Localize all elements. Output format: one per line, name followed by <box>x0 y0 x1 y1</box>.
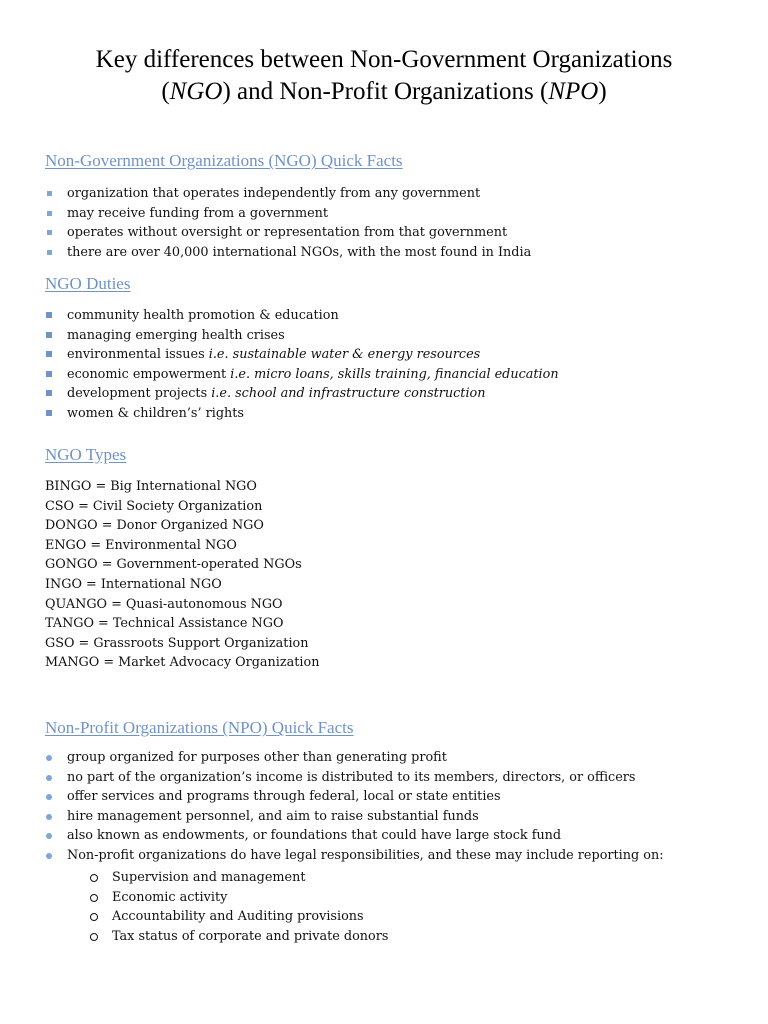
type-item: MANGO = Market Advocacy Organization <box>45 655 320 671</box>
type-item: GSO = Grassroots Support Organization <box>45 635 309 651</box>
npo-facts-list <box>45 748 664 865</box>
type-item: BINGO = Big International NGO <box>45 479 257 494</box>
list-item <box>45 306 559 326</box>
duty-text: community health promotion & education <box>67 308 339 323</box>
list-item <box>45 326 559 346</box>
duty-text: economic empowerment <box>67 366 231 382</box>
title-npo: NPO <box>548 78 599 105</box>
ngo-facts-heading[interactable]: Non-Government Organizations (NGO) Quick Facts <box>45 151 403 170</box>
list-item: there are over 40,000 international NGOs, with the most found in India <box>45 243 531 263</box>
duty-example: i.e. school and infrastructure construction <box>211 386 486 401</box>
duty-text: managing emerging health crises <box>67 327 285 343</box>
title-ngo: NGO <box>169 78 223 105</box>
type-item: CSO = Civil Society Organization <box>45 498 263 514</box>
list-item: also known as endowments, or foundations that could have large stock fund <box>45 826 664 846</box>
sub-list-item: Supervision and management <box>45 868 388 888</box>
ngo-types-list <box>45 477 319 673</box>
title-middle: ) and Non-Profit Organizations ( <box>222 78 549 105</box>
ngo-duties-heading[interactable]: NGO Duties <box>45 274 131 293</box>
title-open-paren: ( <box>161 78 170 105</box>
npo-reporting-sublist <box>45 868 388 946</box>
ngo-types-heading[interactable]: NGO Types <box>45 445 127 464</box>
sub-list-item: Tax status of corporate and private donors <box>45 927 388 947</box>
duty-text: development projects <box>67 386 212 401</box>
list-item: group organized for purposes other than generating profit <box>45 748 664 768</box>
title-close-paren: ) <box>598 78 607 105</box>
list-item: no part of the organization’s income is distributed to its members, directors, or officers <box>45 768 664 788</box>
list-item: organization that operates independently from any government <box>45 184 531 204</box>
list-item <box>45 384 559 404</box>
duty-example: i.e. sustainable water & energy resources <box>208 347 481 362</box>
page-title <box>30 44 738 108</box>
type-item: ENGO = Environmental NGO <box>45 537 237 553</box>
type-item: INGO = International NGO <box>45 576 222 592</box>
title-line-2 <box>30 76 738 108</box>
type-item: GONGO = Government-operated NGOs <box>45 557 302 573</box>
list-item <box>45 365 559 385</box>
title-line-1: Key differences between Non-Government Organizations <box>95 46 673 73</box>
sub-list-item: Accountability and Auditing provisions <box>45 907 388 927</box>
duty-example: i.e. micro loans, skills training, financial education <box>230 366 559 382</box>
type-item: TANGO = Technical Assistance NGO <box>45 616 284 632</box>
duty-text: women & children’s’ rights <box>67 405 244 421</box>
type-item: DONGO = Donor Organized NGO <box>45 518 264 534</box>
sub-list-item: Economic activity <box>45 888 388 908</box>
ngo-facts-list <box>45 184 531 262</box>
list-item: offer services and programs through federal, local or state entities <box>45 787 664 807</box>
type-item: QUANGO = Quasi-autonomous NGO <box>45 596 283 612</box>
list-item <box>45 404 559 424</box>
list-item <box>45 345 559 365</box>
list-item: may receive funding from a government <box>45 204 531 224</box>
npo-facts-heading[interactable]: Non-Profit Organizations (NPO) Quick Facts <box>45 718 354 737</box>
list-item: operates without oversight or representation from that government <box>45 223 531 243</box>
duty-text: environmental issues <box>67 347 209 362</box>
list-item: hire management personnel, and aim to raise substantial funds <box>45 807 664 827</box>
list-item: Non-profit organizations do have legal responsibilities, and these may include reporting on: <box>45 846 664 866</box>
ngo-duties-list <box>45 306 559 423</box>
